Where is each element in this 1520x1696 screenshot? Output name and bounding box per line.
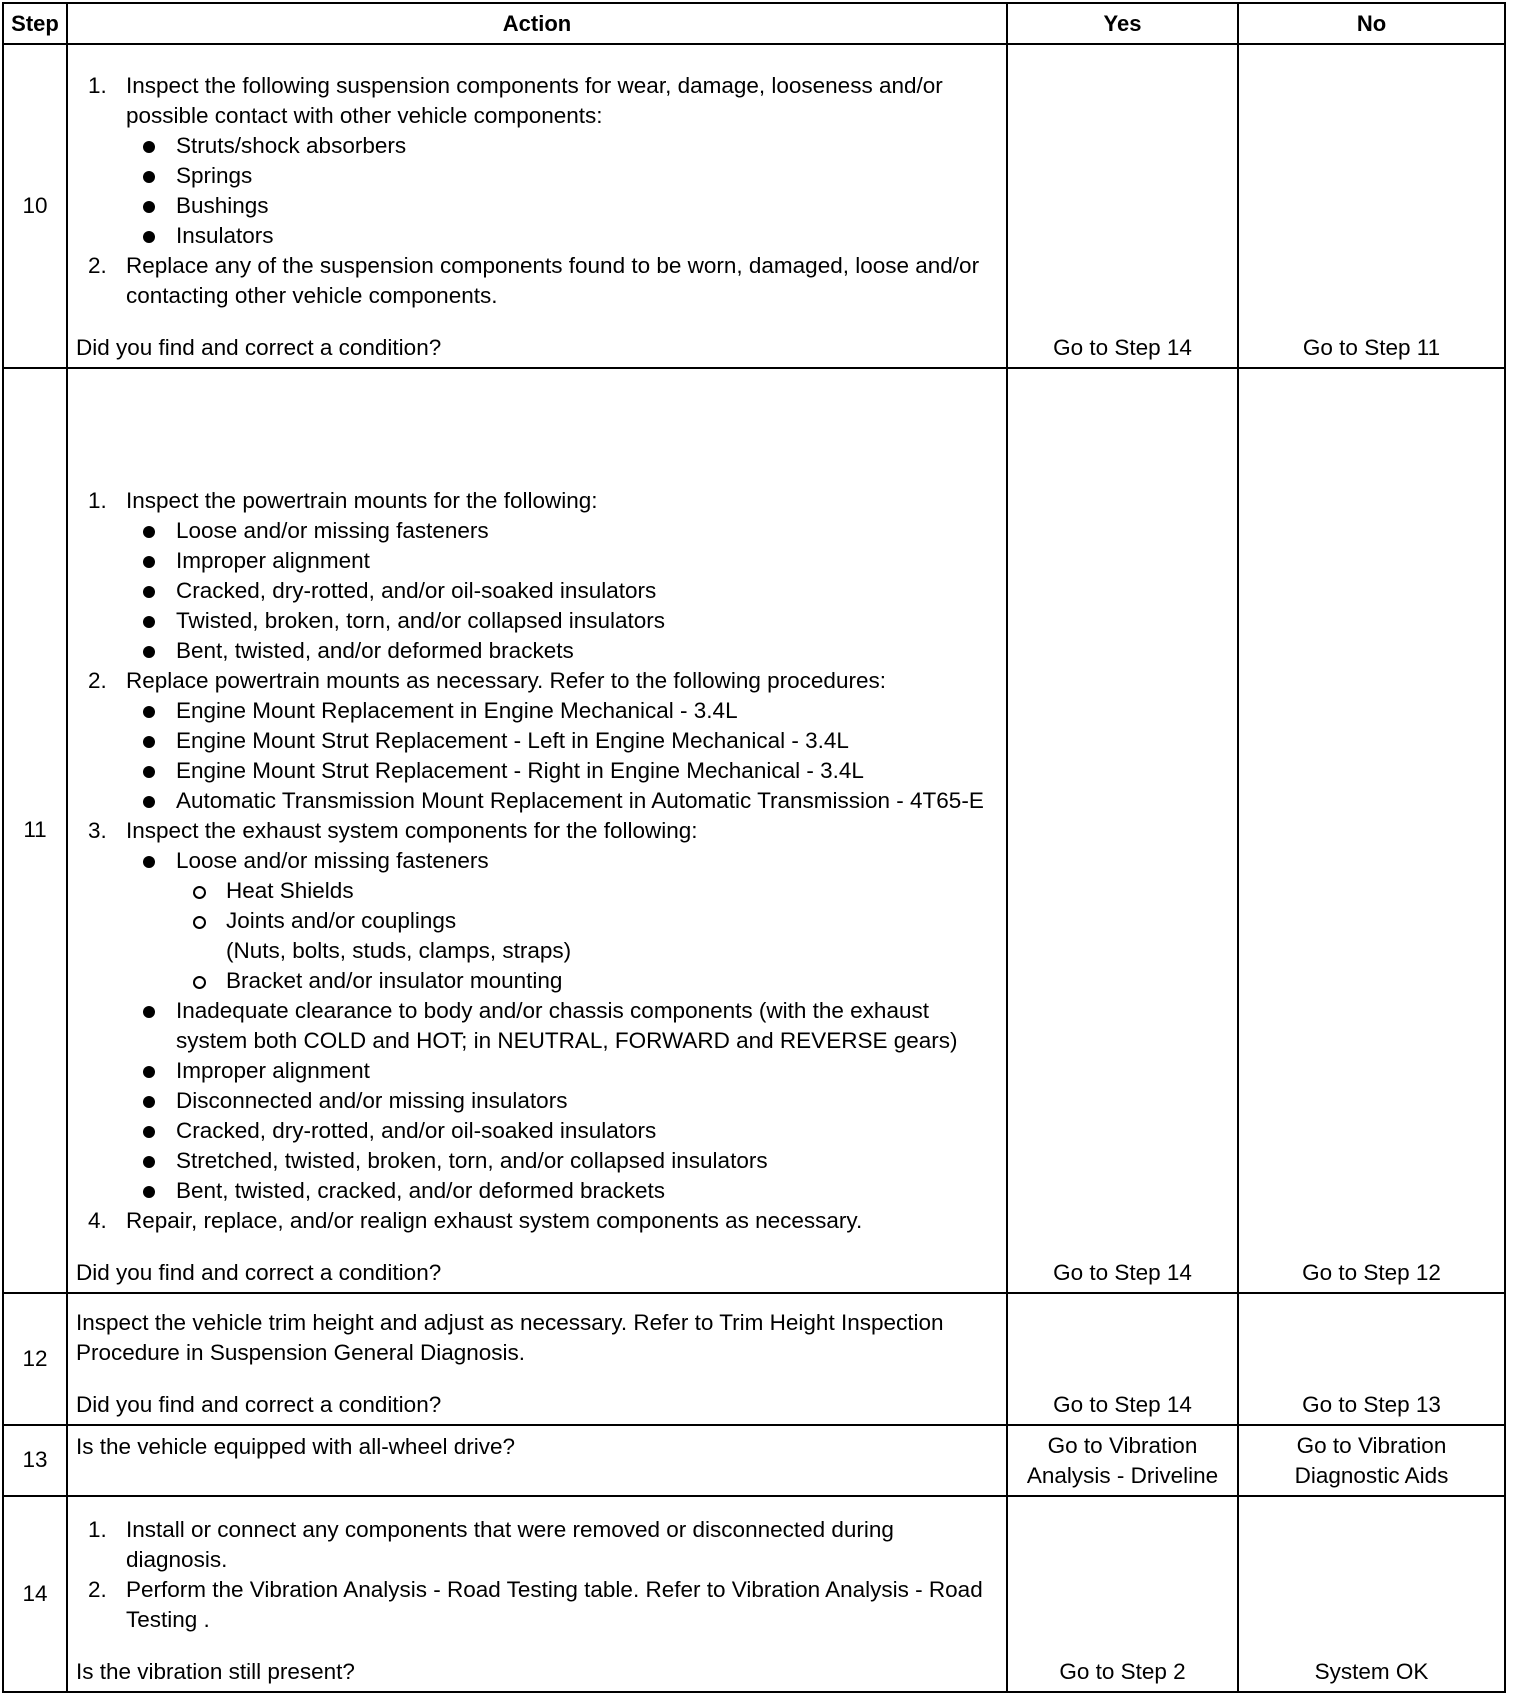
no-result: System OK — [1238, 1496, 1505, 1692]
bullet-item: Disconnected and/or missing insulators — [126, 1086, 998, 1116]
bullet-item: Loose and/or missing fasteners — [126, 516, 998, 546]
item-text: Perform the Vibration Analysis - Road Testing table. Refer to Vibration Analysis - Road Testing . — [126, 1577, 983, 1632]
bullet-icon — [143, 171, 155, 183]
bullet-item: Stretched, twisted, broken, torn, and/or collapsed insulators — [126, 1146, 998, 1176]
bullet-item: Struts/shock absorbers — [126, 131, 998, 161]
action-item — [76, 486, 998, 666]
question-text: Did you find and correct a condition? — [76, 1259, 442, 1285]
action-item — [76, 1515, 998, 1575]
bullet-item: Improper alignment — [126, 1056, 998, 1086]
item-text: Inspect the following suspension components for wear, damage, looseness and/or possible contact with other vehicle components: — [126, 72, 943, 128]
bullet-icon — [143, 1066, 155, 1078]
item-number: 2. — [88, 1577, 107, 1602]
question-text: Is the vehicle equipped with all-wheel drive? — [76, 1433, 516, 1459]
yes-result: Go to Step 14 — [1007, 44, 1238, 368]
bullet-item: Loose and/or missing fasteners Heat Shields Joints and/or couplings (Nuts, bolts, studs, clamps, straps) Bracket and/or insulator mounting — [126, 846, 998, 996]
header-action: Action — [67, 3, 1007, 44]
action-cell — [67, 1425, 1007, 1496]
question-text: Did you find and correct a condition? — [76, 334, 442, 360]
bullet-item: Automatic Transmission Mount Replacement in Automatic Transmission - 4T65-E — [126, 786, 998, 816]
item-number: 1. — [88, 487, 107, 513]
bullet-icon — [143, 736, 155, 748]
bullet-icon — [143, 766, 155, 778]
action-cell — [67, 1496, 1007, 1692]
bullet-item: Springs — [126, 161, 998, 191]
action-cell — [67, 1293, 1007, 1425]
no-result: Go to Vibration Diagnostic Aids — [1238, 1425, 1505, 1496]
bullet-icon — [143, 1156, 155, 1168]
step-number: 12 — [3, 1293, 67, 1425]
yes-result: Go to Step 14 — [1007, 368, 1238, 1293]
action-cell — [67, 44, 1007, 368]
step-number: 10 — [3, 44, 67, 368]
yes-result: Go to Step 14 — [1007, 1293, 1238, 1425]
circle-bullet-icon — [193, 886, 206, 899]
item-text: Inspect the exhaust system components for the following: — [126, 817, 698, 843]
sub-bullet-item: Heat Shields — [176, 876, 998, 906]
bullet-icon — [143, 231, 155, 243]
bullet-item: Bushings — [126, 191, 998, 221]
bullet-icon — [143, 556, 155, 568]
sub-bullet-item: Bracket and/or insulator mounting — [176, 966, 998, 996]
diagnostic-table — [2, 2, 1506, 1693]
bullet-item: Improper alignment — [126, 546, 998, 576]
action-item — [76, 1575, 998, 1635]
action-item — [76, 1206, 998, 1236]
bullet-icon — [143, 141, 155, 153]
no-result: Go to Step 12 — [1238, 368, 1505, 1293]
bullet-icon — [143, 856, 155, 868]
item-number: 2. — [88, 667, 107, 693]
item-text: Replace any of the suspension components found to be worn, damaged, loose and/or contacting other vehicle components. — [126, 252, 980, 308]
circle-bullet-icon — [193, 976, 206, 989]
action-item — [76, 71, 998, 251]
item-text: Repair, replace, and/or realign exhaust system components as necessary. — [126, 1207, 863, 1233]
yes-result: Go to Vibration Analysis - Driveline — [1007, 1425, 1238, 1496]
bullet-icon — [143, 526, 155, 538]
action-item — [76, 251, 998, 311]
bullet-item: Bent, twisted, and/or deformed brackets — [126, 636, 998, 666]
step-number: 11 — [3, 368, 67, 1293]
sub-bullet-item: Joints and/or couplings (Nuts, bolts, studs, clamps, straps) — [176, 906, 998, 966]
item-text: Replace powertrain mounts as necessary. Refer to the following procedures: — [126, 667, 886, 693]
bullet-icon — [143, 1096, 155, 1108]
bullet-icon — [143, 586, 155, 598]
action-item — [76, 666, 998, 816]
circle-bullet-icon — [193, 916, 206, 929]
header-no: No — [1238, 3, 1505, 44]
item-text: Inspect the powertrain mounts for the following: — [126, 487, 598, 513]
item-number: 2. — [88, 252, 107, 278]
bullet-item: Inadequate clearance to body and/or chassis components (with the exhaust system both COLD and HOT; in NEUTRAL, FORWARD and REVERSE gears) — [126, 996, 998, 1056]
bullet-icon — [143, 706, 155, 718]
question-text: Did you find and correct a condition? — [76, 1391, 442, 1417]
header-step: Step — [3, 3, 67, 44]
item-text: Install or connect any components that were removed or disconnected during diagnosis. — [126, 1517, 894, 1572]
bullet-item: Engine Mount Strut Replacement - Left in Engine Mechanical - 3.4L — [126, 726, 998, 756]
table-row — [3, 1496, 1505, 1692]
no-result: Go to Step 13 — [1238, 1293, 1505, 1425]
item-number: 4. — [88, 1207, 107, 1233]
bullet-icon — [143, 1186, 155, 1198]
no-result: Go to Step 11 — [1238, 44, 1505, 368]
action-cell — [67, 368, 1007, 1293]
header-row — [3, 3, 1505, 44]
step-number: 14 — [3, 1496, 67, 1692]
question-text: Is the vibration still present? — [76, 1659, 355, 1684]
item-number: 1. — [88, 72, 107, 98]
bullet-item: Bent, twisted, cracked, and/or deformed brackets — [126, 1176, 998, 1206]
table-row — [3, 1425, 1505, 1496]
yes-result: Go to Step 2 — [1007, 1496, 1238, 1692]
table-row — [3, 1293, 1505, 1425]
bullet-item: Engine Mount Strut Replacement - Right in Engine Mechanical - 3.4L — [126, 756, 998, 786]
bullet-icon — [143, 646, 155, 658]
item-number: 3. — [88, 817, 107, 843]
action-text: Inspect the vehicle trim height and adjust as necessary. Refer to Trim Height Inspection Procedure in Suspension General Diagnosis. — [76, 1309, 944, 1365]
item-number: 1. — [88, 1517, 107, 1542]
bullet-icon — [143, 201, 155, 213]
bullet-icon — [143, 796, 155, 808]
bullet-item: Insulators — [126, 221, 998, 251]
bullet-item: Engine Mount Replacement in Engine Mechanical - 3.4L — [126, 696, 998, 726]
table-row — [3, 368, 1505, 1293]
step-number: 13 — [3, 1425, 67, 1496]
bullet-item: Cracked, dry-rotted, and/or oil-soaked insulators — [126, 1116, 998, 1146]
bullet-item: Twisted, broken, torn, and/or collapsed insulators — [126, 606, 998, 636]
bullet-icon — [143, 616, 155, 628]
table-row — [3, 44, 1505, 368]
header-yes: Yes — [1007, 3, 1238, 44]
action-item — [76, 816, 998, 1206]
bullet-icon — [143, 1006, 155, 1018]
bullet-item: Cracked, dry-rotted, and/or oil-soaked insulators — [126, 576, 998, 606]
bullet-icon — [143, 1126, 155, 1138]
